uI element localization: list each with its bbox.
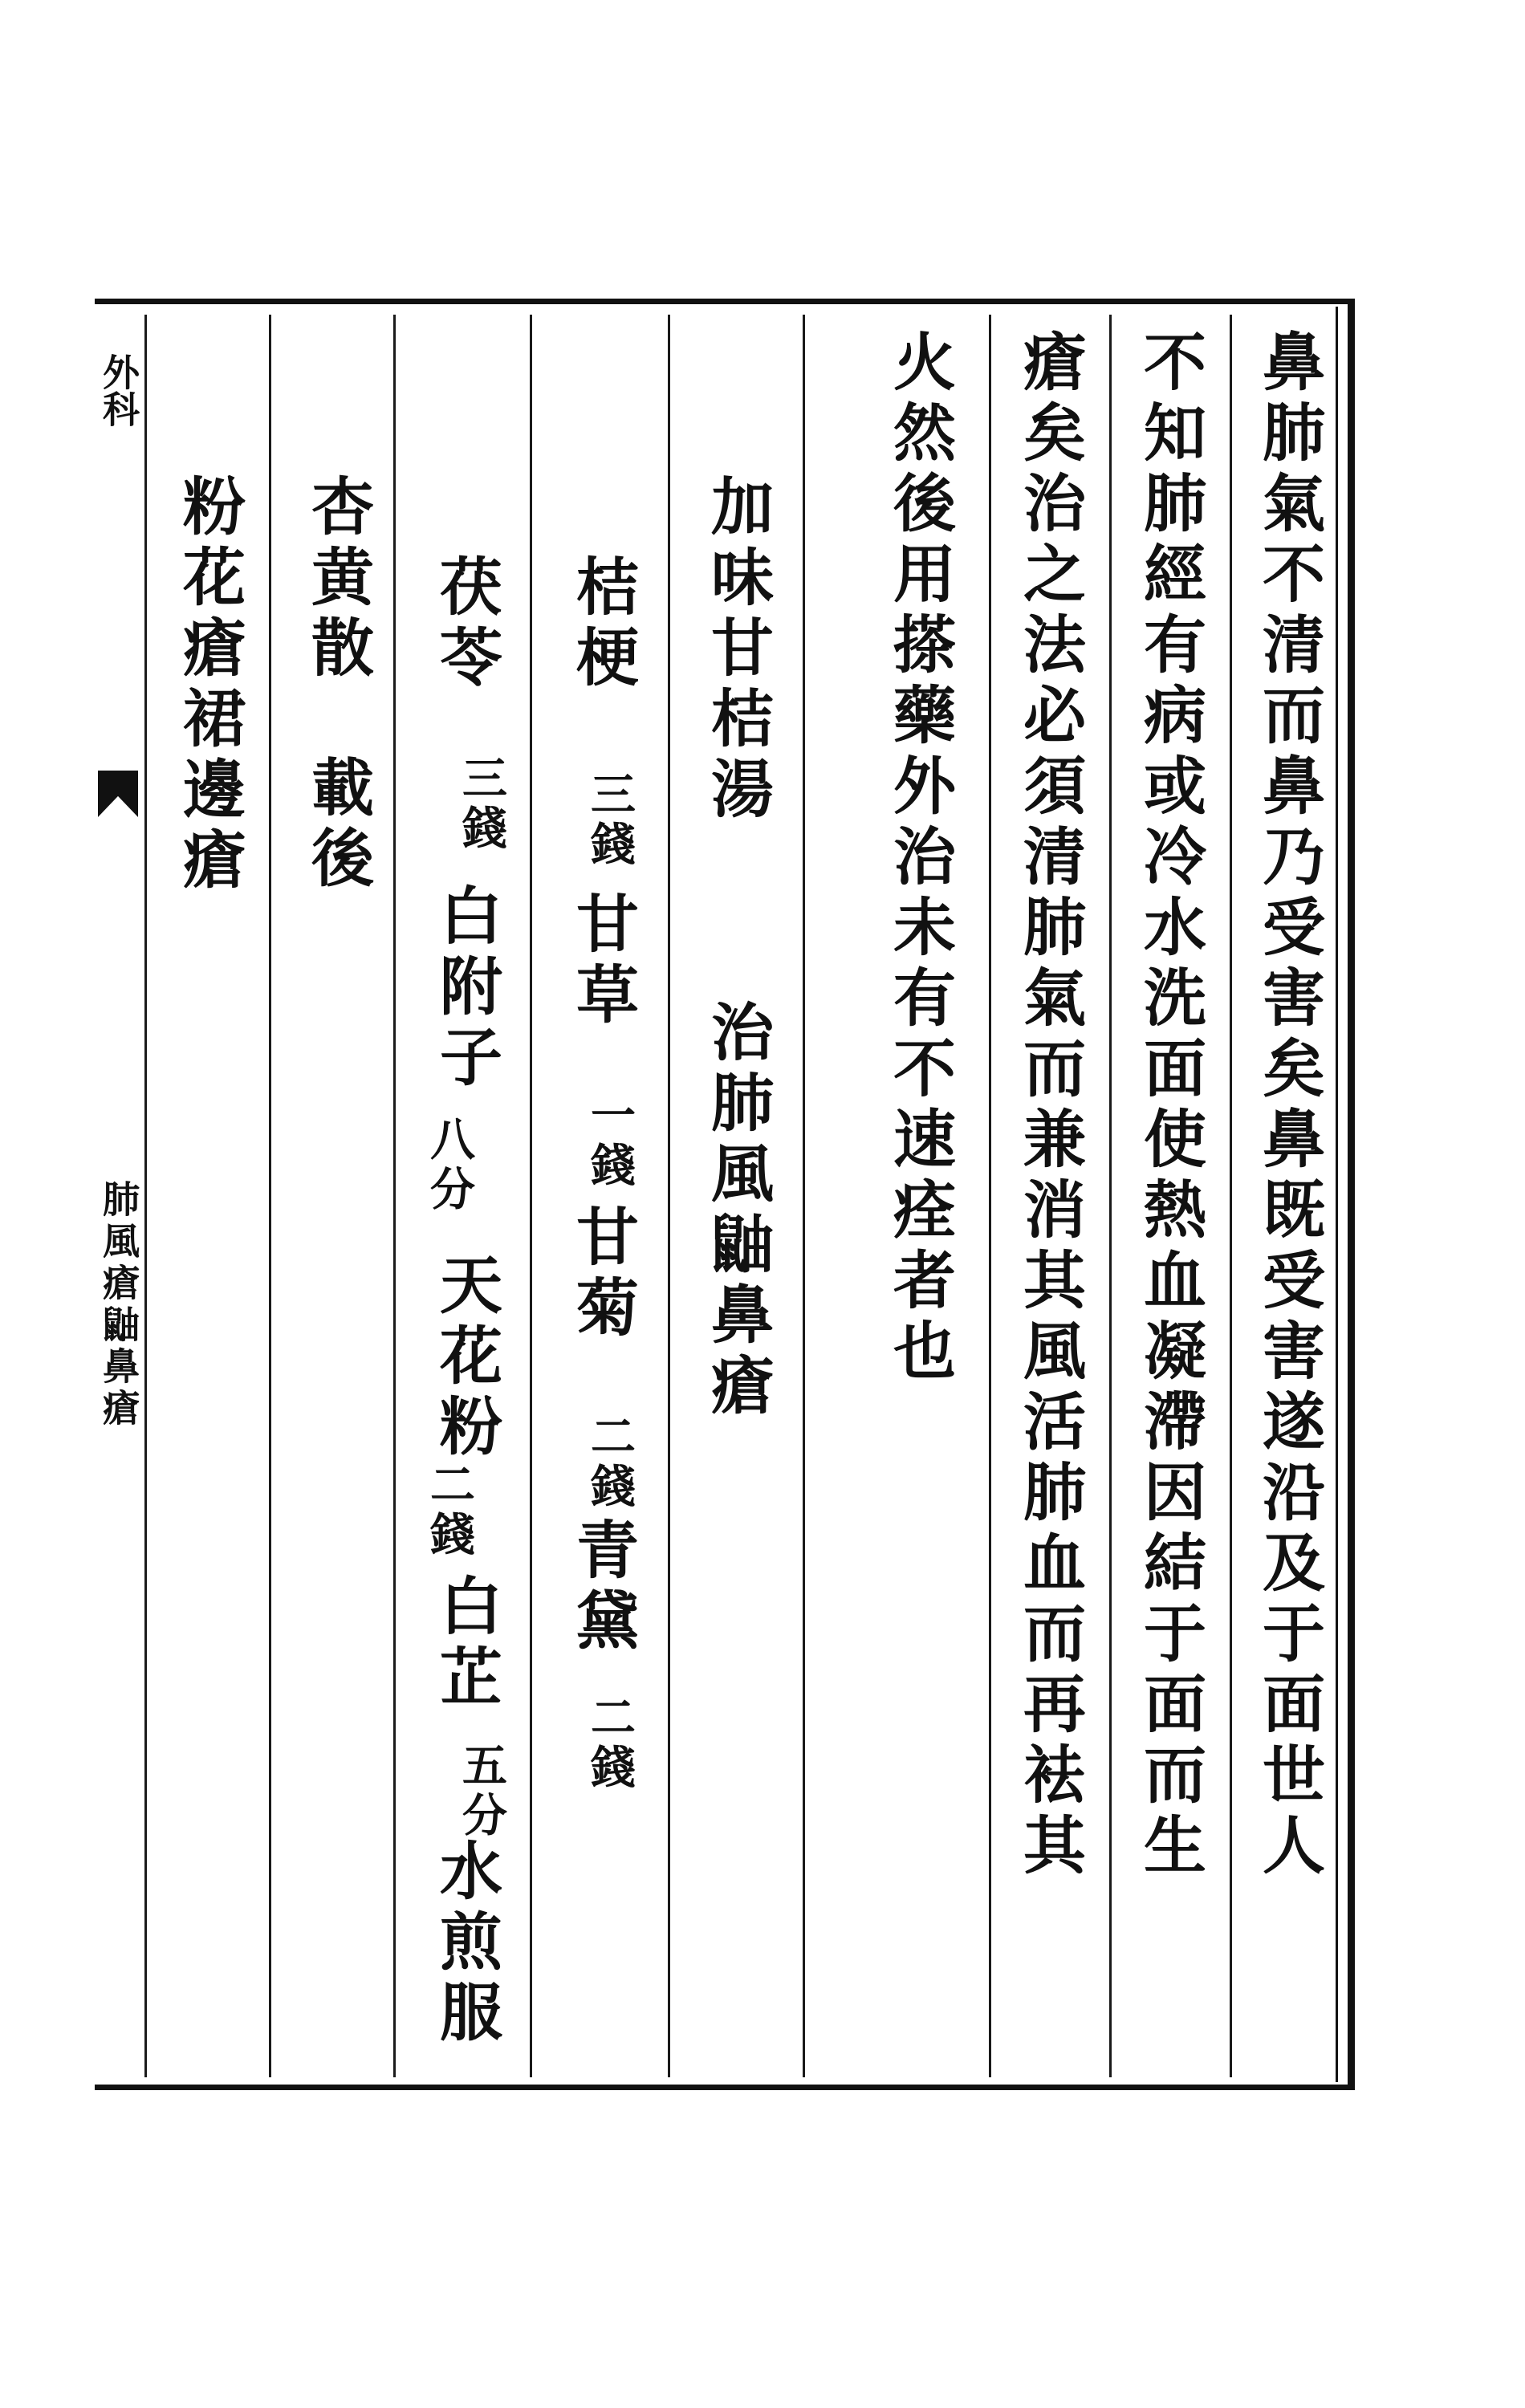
text-column-1: 鼻肺氣不清而鼻乃受害矣鼻既受害遂沿及于面世人 [1252,329,1325,1883]
section-heading: 粉花瘡裙邊瘡 [173,474,246,897]
ingredient-dose: 二錢 [584,1413,636,1512]
formula-title: 加味甘桔湯 [701,474,774,827]
ingredient-dose: 二錢 [423,1461,476,1560]
formula-title: 杏黄散 [301,474,374,685]
ingredient-name: 茯苓 [429,554,502,695]
ingredient-dose: 三錢 [455,755,508,854]
column-rule [989,315,991,2077]
column-rule [393,315,396,2077]
ingredient-dose: 五分 [455,1742,508,1841]
ingredient-name: 白附子 [429,883,502,1095]
ingredient-dose: 二錢 [584,1694,636,1793]
preparation-note: 水煎服 [429,1838,502,2050]
formula-reference: 載後 [301,755,374,896]
margin-book-title: 外科 [97,353,140,427]
ingredient-dose: 八分 [423,1116,476,1215]
column-rule [269,315,271,2077]
formula-indication: 治肺風鼬鼻瘡 [701,999,774,1423]
ingredient-name: 青黛 [566,1517,639,1658]
ingredient-name: 桔梗 [566,554,639,695]
margin-chapter-title: 肺風瘡鼬鼻瘡 [97,1180,140,1430]
ingredient-name: 甘菊 [566,1204,639,1345]
ingredient-name: 甘草 [566,891,639,1032]
text-column-4: 火然後用搽藥外治未有不速痊者也 [883,329,956,1389]
column-rule [803,315,805,2077]
column-rule [144,315,147,2077]
column-rule [530,315,532,2077]
ingredient-dose: 一錢 [584,1092,636,1191]
column-rule [1109,315,1112,2077]
ingredient-name: 天花粉 [429,1252,502,1464]
column-rule [1230,315,1232,2077]
ingredient-name: 白芷 [429,1573,502,1714]
text-column-2: 不知肺經有病或冷水洗面使熱血凝滯因結于面而生 [1133,329,1206,1883]
text-column-3: 瘡矣治之法必須清肺氣而兼消其風活肺血而再袪其 [1013,329,1086,1883]
column-rule [668,315,670,2077]
ingredient-dose: 三錢 [584,771,636,870]
